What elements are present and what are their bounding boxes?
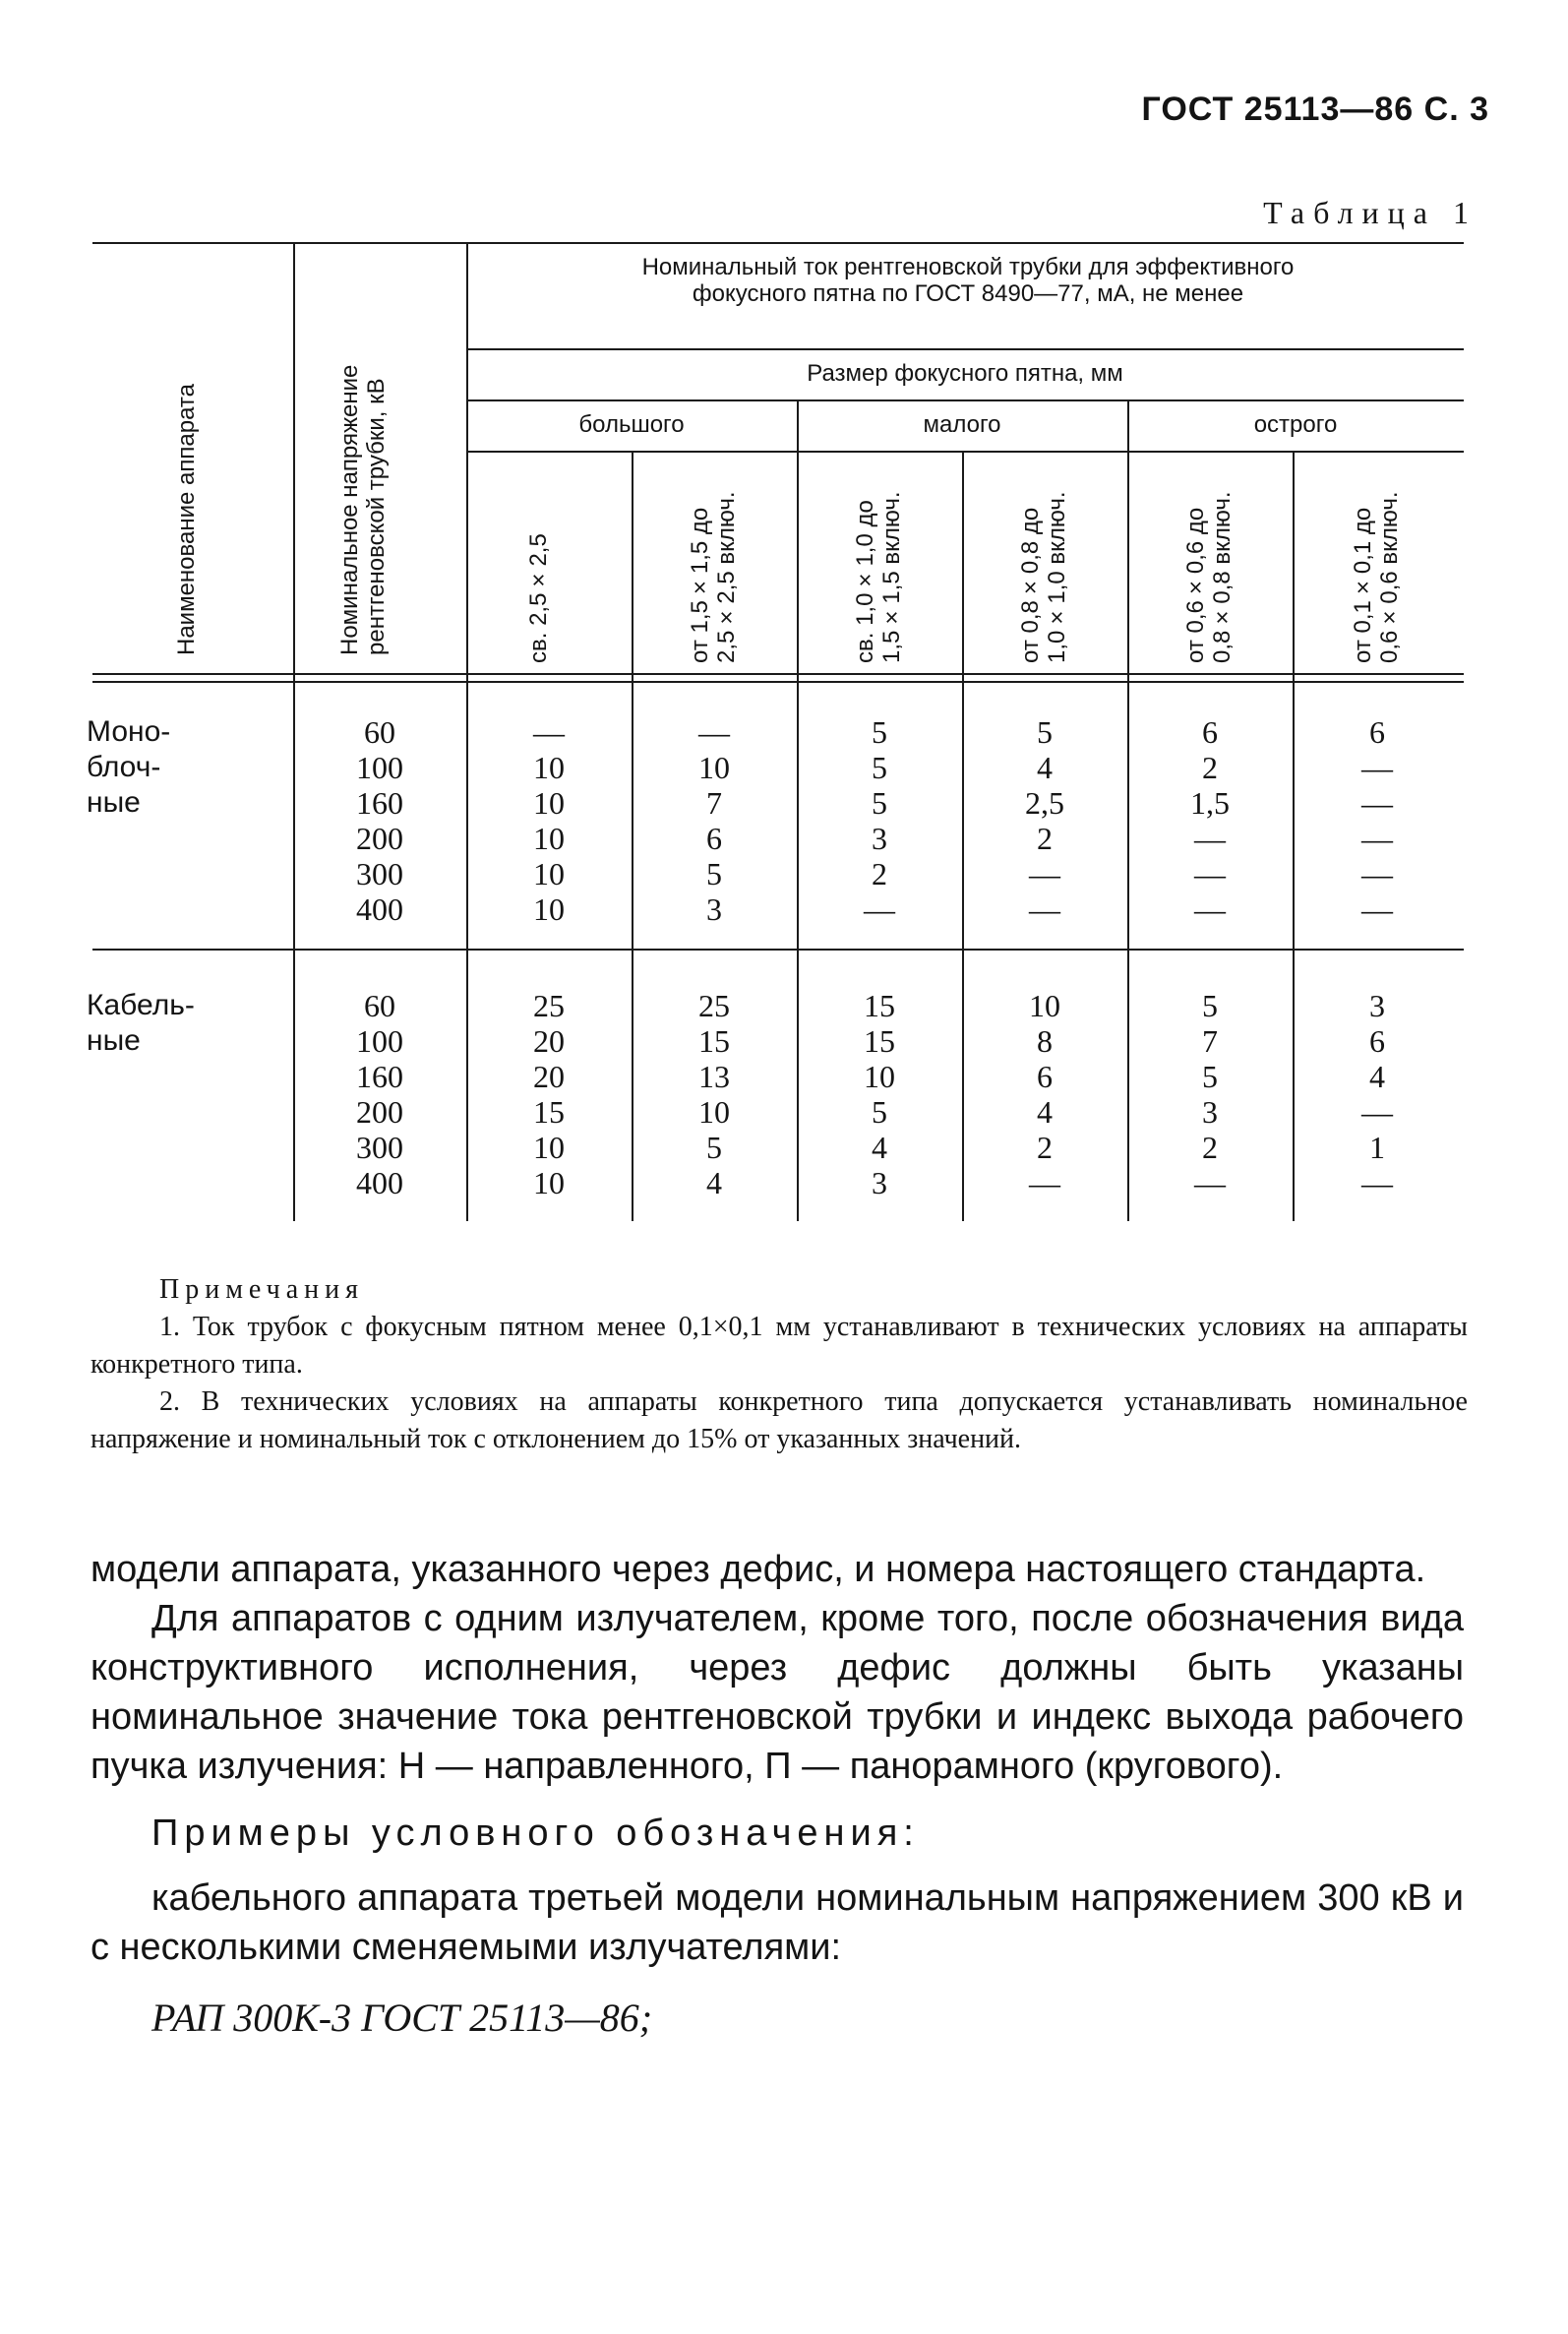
table-cell: 160 xyxy=(356,785,403,821)
table-cell: 15 xyxy=(864,988,895,1023)
body-text xyxy=(90,1545,1464,2043)
table-cell: — xyxy=(1361,1165,1393,1200)
value-column xyxy=(490,714,608,927)
table-cell: — xyxy=(1361,785,1393,821)
table-cell: 100 xyxy=(356,750,403,785)
table-cell: 4 xyxy=(1037,750,1053,785)
table-cell: — xyxy=(1029,856,1060,891)
paragraph: модели аппарата, указанного через дефис, и номера настоящего стандарта. xyxy=(90,1549,1426,1590)
table-cell: 60 xyxy=(364,988,395,1023)
table-cell: 10 xyxy=(533,785,565,821)
table-cell: 8 xyxy=(1037,1023,1053,1059)
value-column xyxy=(655,714,773,927)
table-cell: 5 xyxy=(1202,1059,1218,1094)
table-cell: 10 xyxy=(533,856,565,891)
table-rule-subcols xyxy=(466,451,1464,453)
table-cell: 6 xyxy=(1369,714,1385,750)
voltage-column xyxy=(321,988,439,1200)
table-cell: 2 xyxy=(1202,1130,1218,1165)
table-cell: 5 xyxy=(706,856,722,891)
table-cell: 10 xyxy=(1029,988,1060,1023)
table-notes xyxy=(90,1271,1468,1458)
subcol-header-6: от 0,1×0,1 до 0,6×0,6 включ. xyxy=(1350,491,1403,663)
table-cell: 4 xyxy=(1037,1094,1053,1130)
note-1: 1. Ток трубок с фокусным пятном менее 0,1×0,1 мм устанавливают в технических условиях на аппараты конкретного типа. xyxy=(90,1312,1468,1380)
table-cell: 1,5 xyxy=(1190,785,1230,821)
table-cell: 7 xyxy=(706,785,722,821)
table-cell: 6 xyxy=(1202,714,1218,750)
value-column xyxy=(1318,714,1436,927)
table-cell: 4 xyxy=(872,1130,887,1165)
table-cell: 2 xyxy=(872,856,887,891)
page-header: ГОСТ 25113—86 С. 3 xyxy=(1141,91,1489,128)
value-column xyxy=(820,714,938,927)
table-cell: 3 xyxy=(872,1165,887,1200)
table-header-bottom-rule-2 xyxy=(92,681,1464,683)
table-cell: 5 xyxy=(872,750,887,785)
table-cell: 5 xyxy=(1037,714,1053,750)
col-header-voltage: Номинальное напряжение рентгеновской трубки, кВ xyxy=(336,364,390,655)
table-group-separator xyxy=(92,949,1464,951)
examples-heading: Примеры условного обозначения: xyxy=(151,1812,920,1854)
notes-title: Примечания xyxy=(159,1274,365,1305)
table-vline-3 xyxy=(632,451,633,1221)
table-cell: — xyxy=(1194,891,1226,927)
table-header-bottom-rule xyxy=(92,673,1464,675)
table-cell: — xyxy=(1029,891,1060,927)
col-header-current: Номинальный ток рентгеновской трубки для эффективного фокусного пятна по ГОСТ 8490—77, мА, не менее xyxy=(641,254,1295,307)
table-cell: 2 xyxy=(1037,821,1053,856)
table-cell: 3 xyxy=(1202,1094,1218,1130)
subcol-header-3: св. 1,0×1,0 до 1,5×1,5 включ. xyxy=(852,491,905,663)
table-cell: 400 xyxy=(356,891,403,927)
table-cell: — xyxy=(698,714,730,750)
table-cell: 6 xyxy=(1369,1023,1385,1059)
table-cell: 10 xyxy=(698,750,730,785)
table-cell: 10 xyxy=(698,1094,730,1130)
table-cell: — xyxy=(1194,856,1226,891)
col-header-focus: Размер фокусного пятна, мм xyxy=(807,360,1123,387)
subcol-header-4: от 0,8×0,8 до 1,0×1,0 включ. xyxy=(1017,491,1070,663)
table-cell: — xyxy=(1029,1165,1060,1200)
value-column xyxy=(490,988,608,1200)
table-cell: 25 xyxy=(698,988,730,1023)
table-cell: 2 xyxy=(1037,1130,1053,1165)
table-cell: 6 xyxy=(706,821,722,856)
table-cell: 200 xyxy=(356,1094,403,1130)
table-cell: 10 xyxy=(533,891,565,927)
table-cell: 1 xyxy=(1369,1130,1385,1165)
value-column xyxy=(1151,988,1269,1200)
table-cell: 7 xyxy=(1202,1023,1218,1059)
table-vline-6 xyxy=(1127,399,1129,1221)
table-cell: 6 xyxy=(1037,1059,1053,1094)
value-column xyxy=(1318,988,1436,1200)
table-vline-7 xyxy=(1293,451,1295,1221)
table-cell: 4 xyxy=(706,1165,722,1200)
table-cell: — xyxy=(1194,1165,1226,1200)
voltage-column xyxy=(321,714,439,927)
table-cell: 15 xyxy=(864,1023,895,1059)
value-column xyxy=(655,988,773,1200)
table-top-rule xyxy=(92,242,1464,244)
paragraph: Для аппаратов с одним излучателем, кроме того, после обозначения вида конструктивного исполнения, через дефис должны быть указаны номинальное значение тока рентгеновской трубки и индекс выхода рабочего пучка излучения: Н — направленного, П — панорамного (кругового). xyxy=(90,1598,1464,1787)
table-cell: 4 xyxy=(1369,1059,1385,1094)
table-cell: 2,5 xyxy=(1025,785,1064,821)
subcol-header-2: от 1,5×1,5 до 2,5×2,5 включ. xyxy=(687,491,740,663)
table-cell: 5 xyxy=(1202,988,1218,1023)
table-cell: 60 xyxy=(364,714,395,750)
table-cell: — xyxy=(1361,891,1393,927)
table-cell: — xyxy=(864,891,895,927)
table-cell: 10 xyxy=(533,750,565,785)
note-2: 2. В технических условиях на аппараты конкретного типа допускается устанавливать номинальное напряжение и номинальный ток с отклонением до 15% от указанных значений. xyxy=(90,1386,1468,1454)
table-cell: 5 xyxy=(706,1130,722,1165)
table-cell: 5 xyxy=(872,714,887,750)
paragraph: кабельного аппарата третьей модели номинальным напряжением 300 кВ и с несколькими сменяемыми излучателями: xyxy=(90,1877,1464,1968)
table-cell: — xyxy=(1361,750,1393,785)
table-cell: 2 xyxy=(1202,750,1218,785)
subcol-header-5: от 0,6×0,6 до 0,8×0,8 включ. xyxy=(1182,491,1236,663)
table-cell: 300 xyxy=(356,856,403,891)
table-cell: 5 xyxy=(872,785,887,821)
value-column xyxy=(1151,714,1269,927)
table-cell: — xyxy=(1361,821,1393,856)
table-cell: 15 xyxy=(533,1094,565,1130)
table-cell: 400 xyxy=(356,1165,403,1200)
table-cell: 5 xyxy=(872,1094,887,1130)
table-cell: 160 xyxy=(356,1059,403,1094)
table-cell: 10 xyxy=(533,1130,565,1165)
table-cell: 300 xyxy=(356,1130,403,1165)
value-column xyxy=(986,714,1104,927)
table-cell: 3 xyxy=(872,821,887,856)
value-column xyxy=(820,988,938,1200)
table-cell: 20 xyxy=(533,1023,565,1059)
table-cell: 10 xyxy=(533,1165,565,1200)
table-cell: 25 xyxy=(533,988,565,1023)
table-vline-4 xyxy=(797,399,799,1221)
table-cell: 13 xyxy=(698,1059,730,1094)
table-cell: 3 xyxy=(1369,988,1385,1023)
table-cell: 100 xyxy=(356,1023,403,1059)
table-cell: 3 xyxy=(706,891,722,927)
table-cell: — xyxy=(1194,821,1226,856)
table-vline-1 xyxy=(293,242,295,1221)
table-cell: 200 xyxy=(356,821,403,856)
subcol-header-1: св. 2,5×2,5 xyxy=(525,533,552,663)
table-rule-focus xyxy=(466,348,1464,350)
row-group-name: Моно- блоч- ные xyxy=(87,715,171,819)
table-vline-2 xyxy=(466,242,468,1221)
table-cell: 15 xyxy=(698,1023,730,1059)
group-header-small: малого xyxy=(923,411,1001,438)
table-rule-groups xyxy=(466,399,1464,401)
table-cell: 10 xyxy=(864,1059,895,1094)
data-table xyxy=(87,242,1464,1226)
table-vline-5 xyxy=(962,451,964,1221)
table-cell: 20 xyxy=(533,1059,565,1094)
designation-example: РАП 300К-3 ГОСТ 25113—86; xyxy=(151,1996,653,2040)
group-header-sharp: острого xyxy=(1253,411,1338,438)
table-caption: Таблица 1 xyxy=(1263,195,1478,230)
group-header-large: большого xyxy=(578,411,685,438)
table-cell: 10 xyxy=(533,821,565,856)
table-cell: — xyxy=(1361,1094,1393,1130)
table-cell: — xyxy=(533,714,565,750)
value-column xyxy=(986,988,1104,1200)
table-cell: — xyxy=(1361,856,1393,891)
row-group-name: Кабель- ные xyxy=(87,989,195,1057)
col-header-apparatus: Наименование аппарата xyxy=(173,384,200,655)
